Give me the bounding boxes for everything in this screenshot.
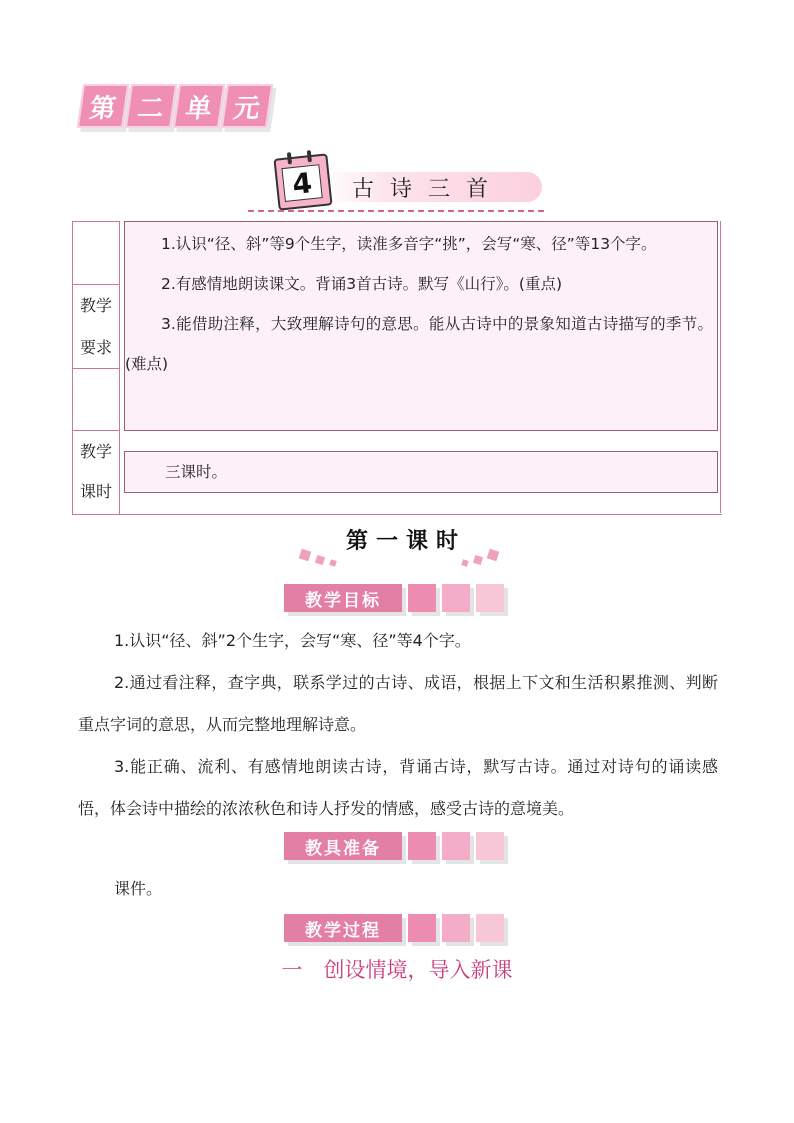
decor-square: [476, 914, 504, 942]
period-header: [294, 520, 504, 570]
class-time-label-line1: 教学: [79, 442, 112, 461]
materials-text: 课件。: [114, 879, 163, 898]
requirements-box: [124, 221, 718, 431]
section-label: 教学过程: [284, 914, 402, 942]
section-label: 教具准备: [284, 832, 402, 860]
row-divider: [73, 284, 119, 285]
period-title: 第一课时: [346, 529, 467, 554]
lesson-number: 4: [281, 164, 322, 202]
unit-banner: [80, 84, 272, 128]
table-border: [72, 514, 722, 515]
row-divider: [73, 430, 119, 431]
unit-char: 第: [77, 84, 129, 128]
decor-square: [461, 559, 469, 567]
decor-square: [473, 555, 483, 565]
class-time-box: [124, 451, 718, 493]
calendar-icon: [273, 153, 332, 210]
objective-item: 3.能正确、流利、有感情地朗读古诗，背诵古诗，默写古诗。通过对诗句的诵读感悟，体会诗中描绘的浓浓秋色和诗人抒发的情感，感受古诗的意境美。: [78, 757, 718, 818]
requirement-item: 1.认识“径、斜”等9个生字，读准多音字“挑”，会写“寒、径”等13个字。: [161, 235, 657, 253]
decor-square: [329, 559, 337, 567]
decor-square: [476, 584, 504, 612]
decor-square: [315, 555, 325, 565]
decor-square: [408, 832, 436, 860]
class-time-value: 三课时。: [165, 463, 228, 481]
ring: [307, 150, 312, 162]
requirements-label-line2: 要求: [79, 338, 112, 357]
unit-char: 二: [125, 84, 177, 128]
table-border: [720, 221, 721, 513]
requirement-item: 3.能借助注释，大致理解诗句的意思。能从古诗中的景象知道古诗描写的季节。(难点): [125, 315, 713, 373]
objective-item: 2.通过看注释，查字典，联系学过的古诗、成语，根据上下文和生活积累推测、判断重点字词的意思，从而完整地理解诗意。: [78, 673, 718, 734]
left-column: [72, 221, 120, 515]
title-divider: [248, 210, 544, 212]
lesson-title: [270, 150, 560, 214]
unit-char: 元: [221, 84, 273, 128]
row-divider: [73, 368, 119, 369]
decor-square: [442, 584, 470, 612]
section-header-materials: [284, 832, 504, 866]
section-header-objectives: [284, 584, 504, 618]
decor-square: [476, 832, 504, 860]
lesson-title-text: 古诗三首: [352, 177, 505, 202]
unit-char: 单: [173, 84, 225, 128]
decor-square: [408, 914, 436, 942]
section-header-process: [284, 914, 504, 948]
class-time-label-line2: 课时: [79, 482, 112, 501]
decor-square: [487, 549, 500, 562]
ring: [287, 152, 292, 164]
section-label: 教学目标: [284, 584, 402, 612]
requirements-label-line1: 教学: [79, 296, 112, 315]
decor-square: [442, 914, 470, 942]
step-heading: 一 创设情境，导入新课: [281, 958, 513, 982]
objective-item: 1.认识“径、斜”2个生字，会写“寒、径”等4个字。: [114, 631, 471, 650]
requirements-table: [72, 221, 722, 515]
decor-square: [408, 584, 436, 612]
decor-square: [299, 549, 312, 562]
requirement-item: 2.有感情地朗读课文。背诵3首古诗。默写《山行》。(重点): [161, 275, 562, 293]
decor-square: [442, 832, 470, 860]
